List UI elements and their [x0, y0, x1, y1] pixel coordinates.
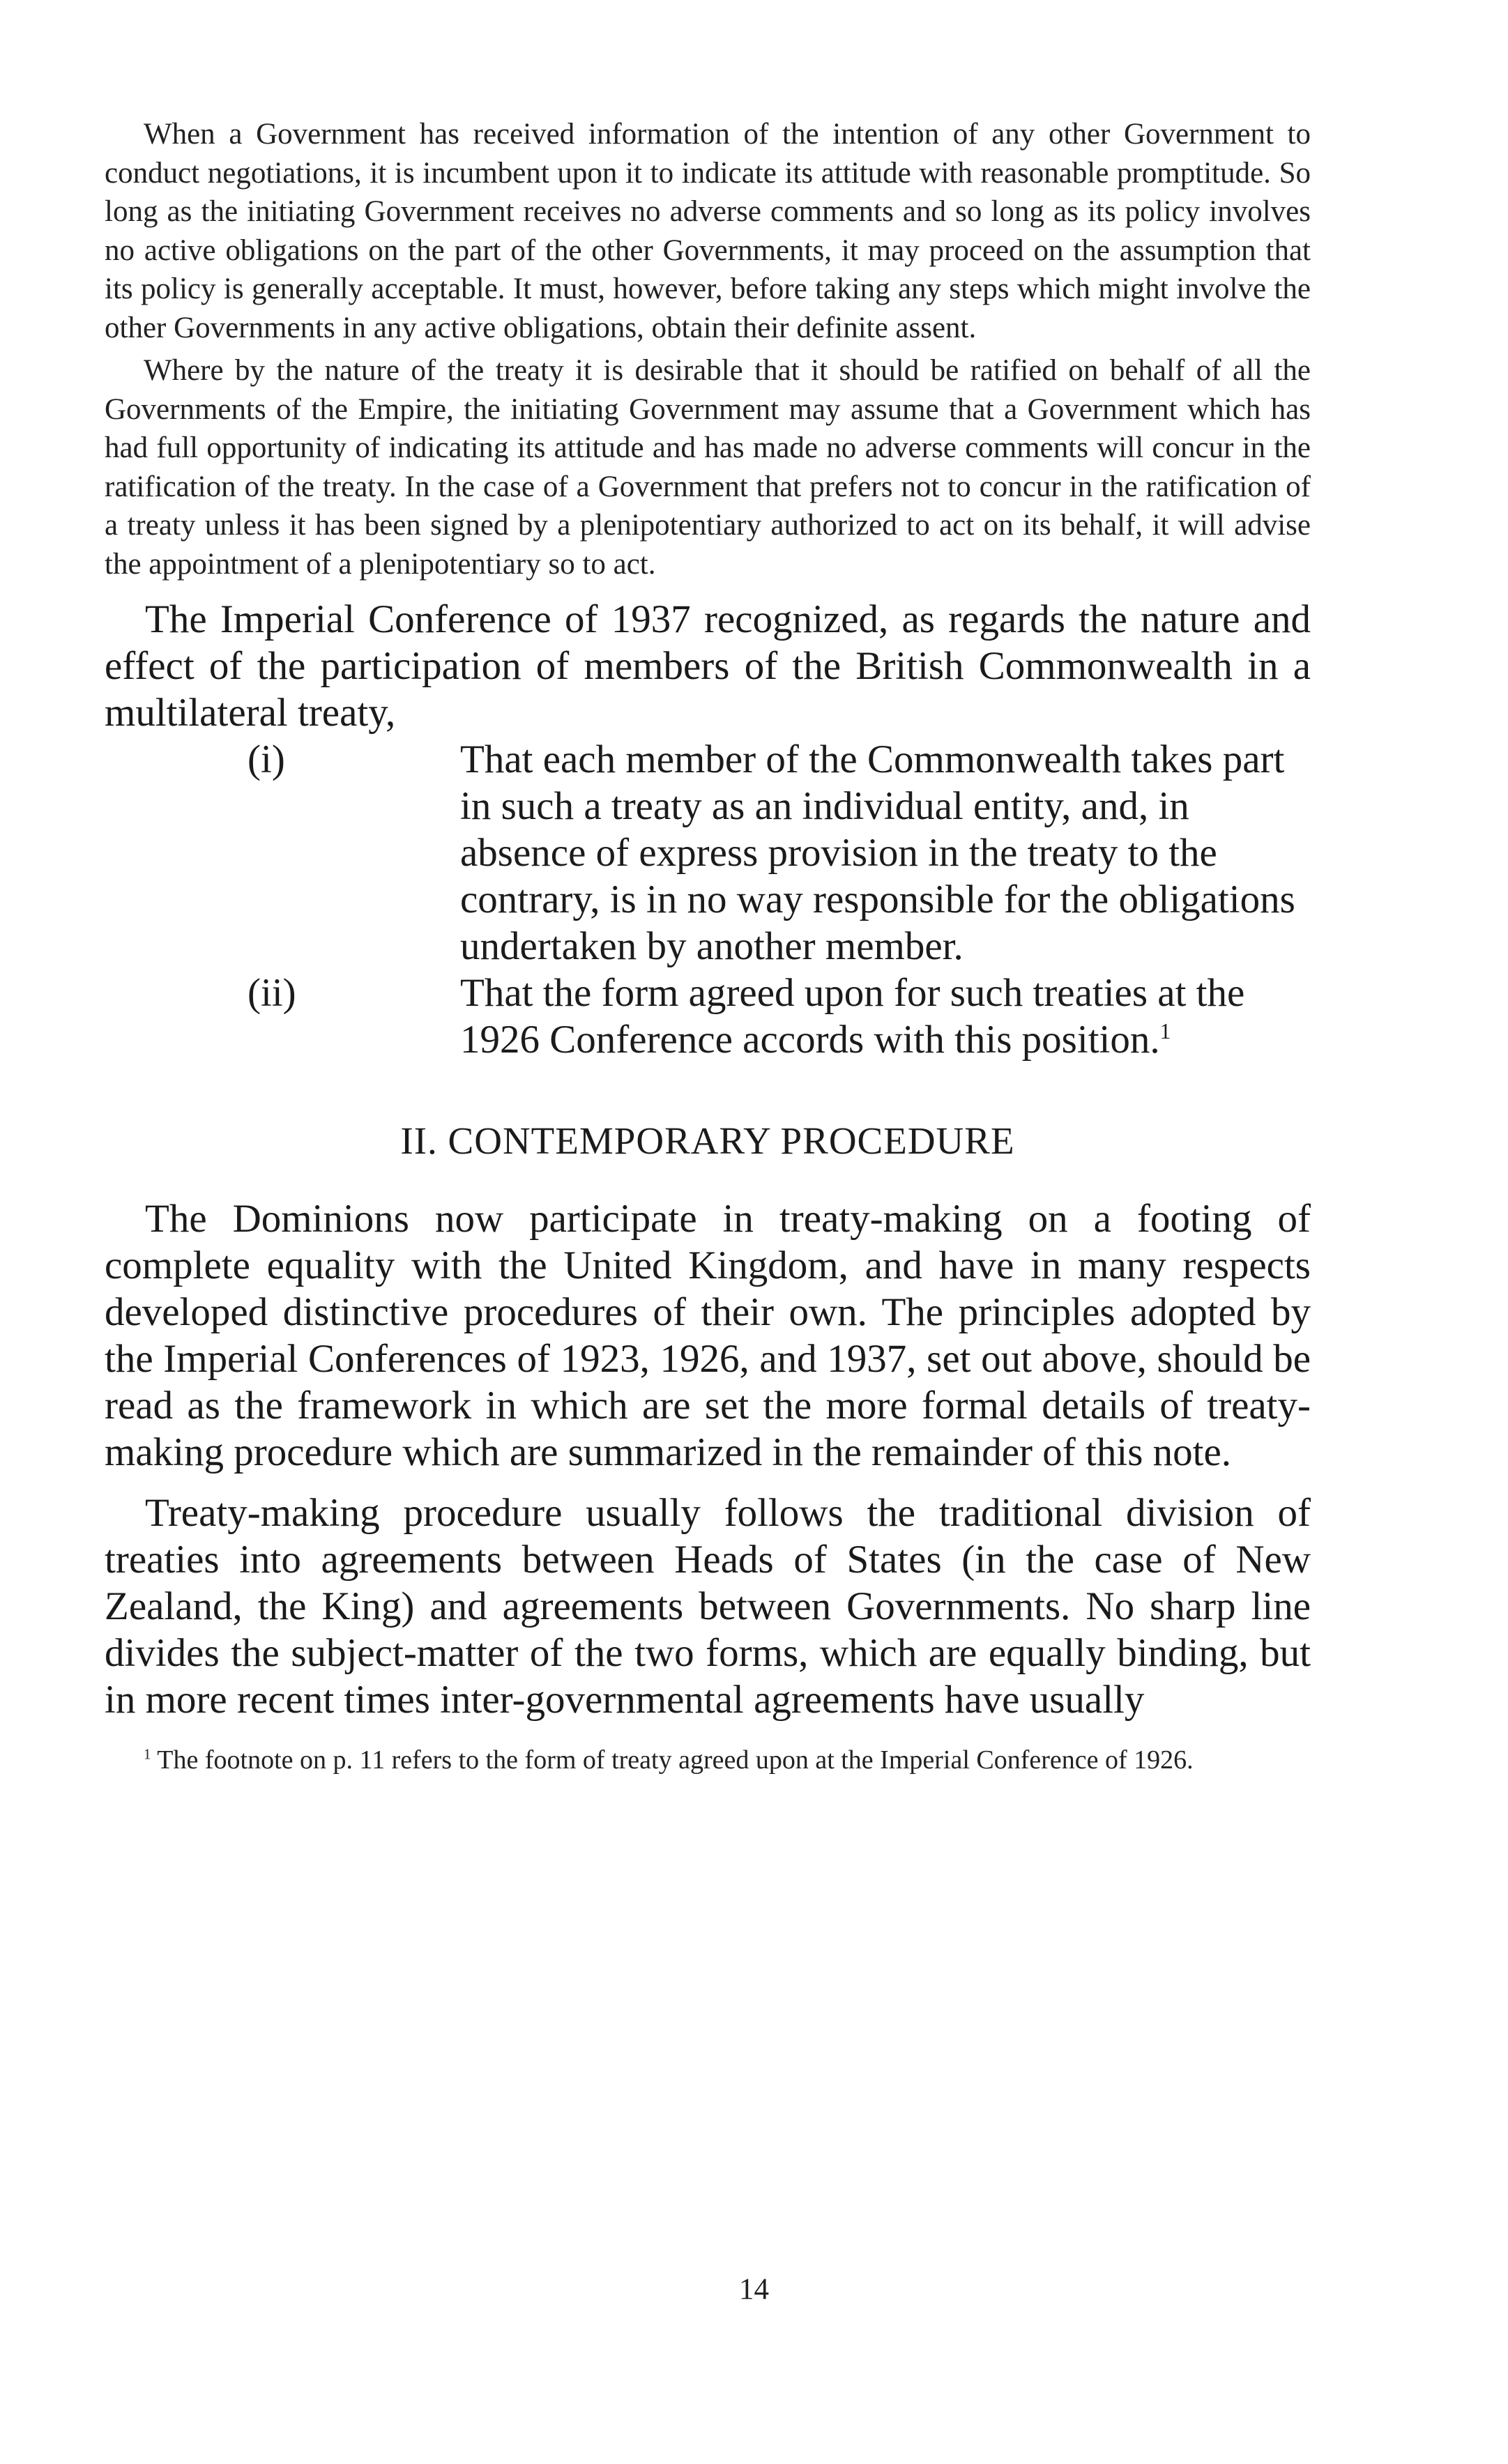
- footnote-text: The footnote on p. 11 refers to the form of treaty agreed upon at the Imperial Conference of 1926.: [157, 1745, 1194, 1775]
- section-heading: II. CONTEMPORARY PROCEDURE: [400, 1119, 1015, 1162]
- list-item-number: (ii): [247, 971, 296, 1015]
- footnote-mark: 1: [144, 1745, 151, 1763]
- conference-1937-section: [105, 596, 1311, 1723]
- list-item: [105, 970, 1311, 1063]
- quoted-passage: [105, 115, 1311, 583]
- list-item: [105, 736, 1311, 970]
- conference-1937-intro: The Imperial Conference of 1937 recognized, as regards the nature and effect of the participation of members of the British Commonwealth in a multilateral treaty,: [105, 597, 1311, 735]
- footnote: [105, 1743, 1311, 1777]
- list-item-number: (i): [247, 737, 285, 781]
- quote-paragraph-1: When a Government has received information of the intention of any other Government to conduct negotiations, it is incumbent upon it to indicate its attitude with reasonable promptitude. So long as the initiating Government receives no adverse comments and so long as its policy involves no active obligations on the part of the other Governments, it may proceed on the assumption that its policy is generally acceptable. It must, however, before taking any steps which might involve the other Governments in any active obligations, obtain their definite assent.: [105, 118, 1311, 344]
- conference-1937-list: [105, 736, 1311, 1063]
- quote-paragraph-2: Where by the nature of the treaty it is desirable that it should be ratified on behalf of all the Governments of the Empire, the initiating Government may assume that a Government which has had full opportunity of indicating its attitude and has made no adverse comments will concur in the ratification of the treaty. In the case of a Government that prefers not to concur in the ratification of a treaty unless it has been signed by a plenipotentiary authorized to act on its behalf, it will advise the appointment of a plenipotentiary so to act.: [105, 354, 1311, 581]
- section-paragraph-2: Treaty-making procedure usually follows the traditional division of treaties into agreements between Heads of States (in the case of New Zealand, the King) and agreements between Governments. No sharp line divides the subject-matter of the two forms, which are equally binding, but in more recent times inter-governmental agreements have usually: [105, 1491, 1311, 1722]
- footnote-reference: 1: [1159, 1019, 1171, 1043]
- list-item-text: That the form agreed upon for such treaties at the 1926 Conference accords with this position.: [460, 971, 1245, 1062]
- page-body: [105, 115, 1311, 1777]
- section-paragraph-1: The Dominions now participate in treaty-making on a footing of complete equality with the United Kingdom, and have in many respects developed distinctive procedures of their own. The principles adopted by the Imperial Conferences of 1923, 1926, and 1937, set out above, should be read as the framework in which are set the more formal details of treaty-making procedure which are summarized in the remainder of this note.: [105, 1197, 1311, 1474]
- list-item-text: That each member of the Commonwealth takes part in such a treaty as an individual entity, and, in absence of express provision in the treaty to the contrary, is in no way responsible for the obligations undertaken by another member.: [460, 737, 1295, 968]
- page-number: 14: [739, 2273, 769, 2306]
